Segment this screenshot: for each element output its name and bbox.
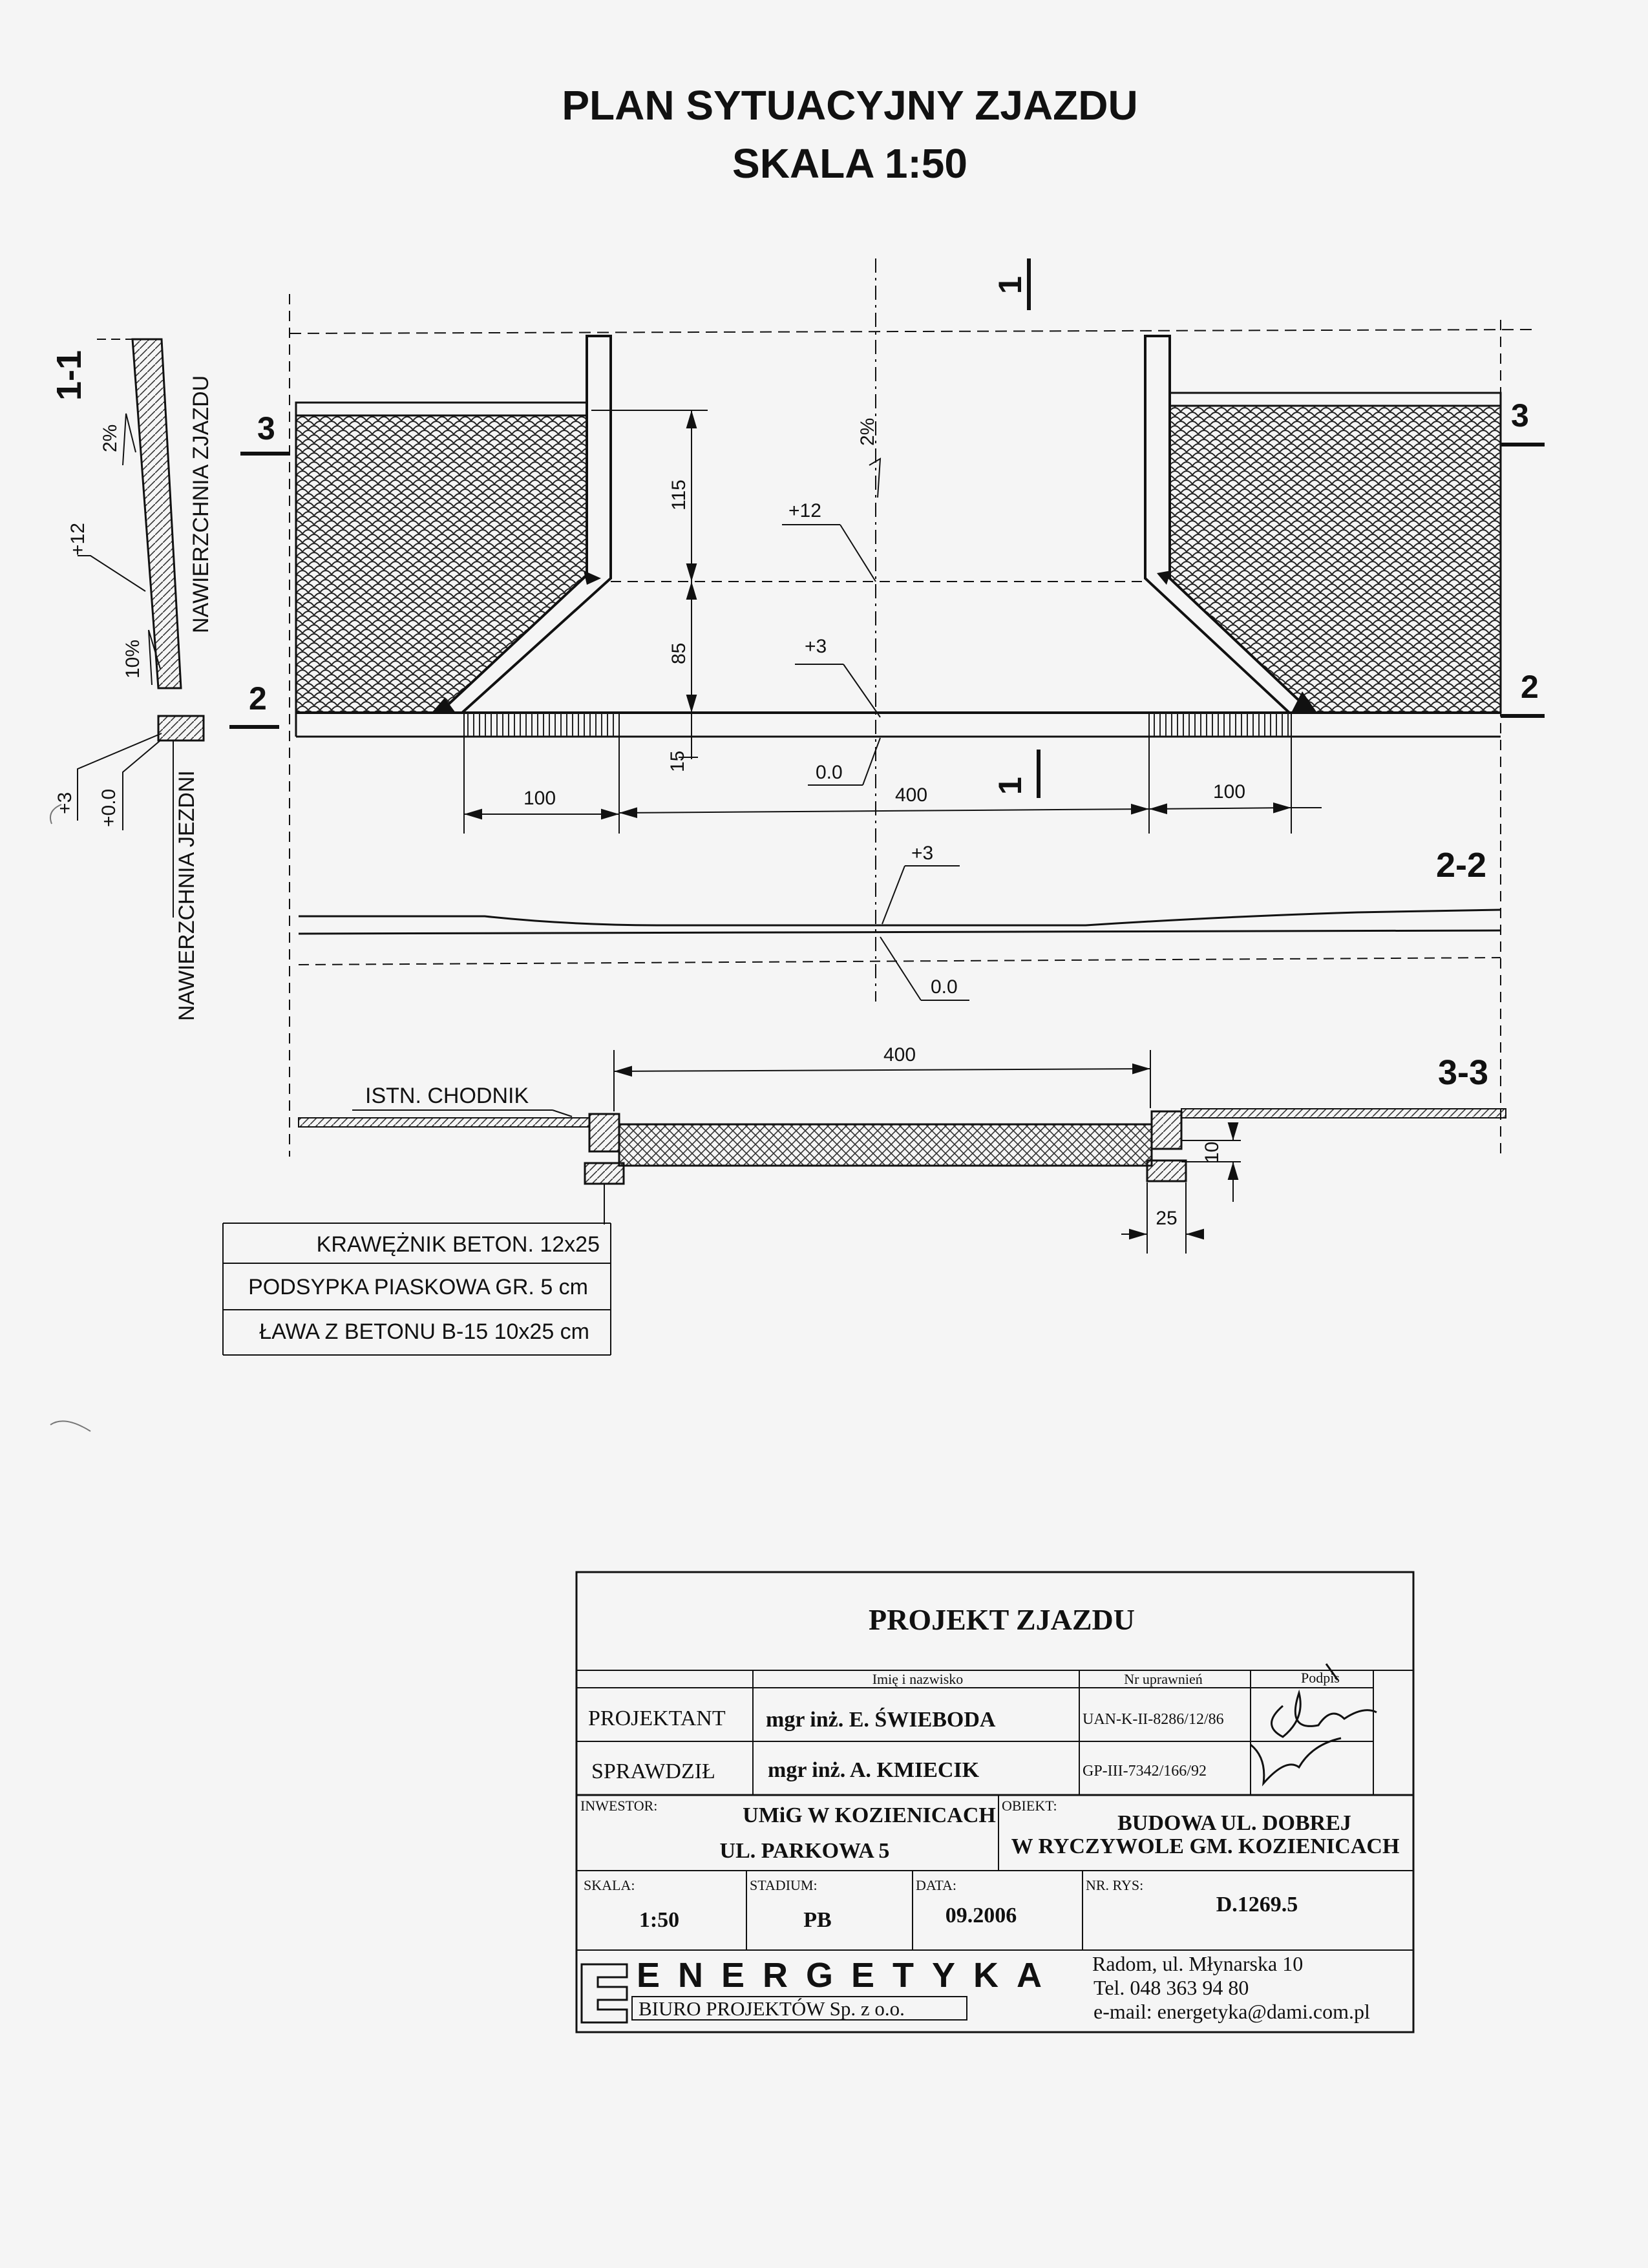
designer-role: PROJEKTANT	[588, 1706, 726, 1730]
title-block	[576, 1572, 1413, 2032]
dim-15: 15	[667, 750, 688, 772]
lowered-curb-right	[1149, 713, 1291, 737]
scale-value: 1:50	[639, 1908, 680, 1932]
level-0-label: 0.0	[816, 762, 843, 783]
drawing-no-value: D.1269.5	[1216, 1893, 1298, 1916]
date-label: DATA:	[916, 1877, 957, 1893]
section-2-2-level-3: +3	[911, 843, 934, 864]
col-sign-header: Podpis	[1301, 1670, 1340, 1686]
bench-left-section	[585, 1163, 624, 1184]
designer-license: UAN-K-II-8286/12/86	[1083, 1711, 1224, 1728]
dim-400: 400	[894, 784, 928, 806]
section-mark-3-left: 3	[257, 410, 275, 446]
dim-115: 115	[668, 479, 690, 510]
drive-slab-section	[619, 1124, 1152, 1166]
green-area-left	[296, 415, 587, 713]
plan-view	[229, 258, 1545, 1157]
checker-name: mgr inż. A. KMIECIK	[768, 1758, 980, 1782]
signature-designer	[1272, 1693, 1377, 1737]
bench-right-section	[1147, 1160, 1186, 1181]
section-1-1-label: 1-1	[50, 350, 89, 401]
company-address: Radom, ul. Młynarska 10	[1092, 1952, 1304, 1975]
curb-profile	[158, 716, 204, 740]
investor-line-2: UL. PARKOWA 5	[719, 1839, 890, 1863]
company-name: BIURO PROJEKTÓW Sp. z o.o.	[639, 1997, 905, 2020]
lowered-curb-left	[464, 713, 619, 737]
section-2-2-label: 2-2	[1436, 846, 1487, 885]
designer-name: mgr inż. E. ŚWIEBODA	[766, 1708, 996, 1732]
section-mark-1-top: 1	[992, 276, 1028, 294]
slope-bottom-label: 10%	[122, 639, 143, 678]
company-phone: Tel. 048 363 94 80	[1093, 1976, 1249, 1999]
stage-label: STADIUM:	[750, 1877, 818, 1893]
legend-item: KRAWĘŻNIK BETON. 12x25	[316, 1232, 600, 1257]
section-2-2	[299, 843, 1501, 1000]
drawing-no-label: NR. RYS:	[1086, 1877, 1144, 1893]
drawing-title: PLAN SYTUACYJNY ZJAZDU	[562, 82, 1138, 129]
punch-hole-mark	[50, 804, 90, 1431]
date-value: 09.2006	[945, 1904, 1017, 1927]
checker-license: GP-III-7342/166/92	[1083, 1763, 1207, 1780]
level-3-label: +3	[805, 636, 827, 657]
company-logo-text: ENERGETYKA	[637, 1956, 1061, 1995]
signature-checker	[1251, 1738, 1341, 1783]
existing-walk-label: ISTN. CHODNIK	[365, 1084, 529, 1108]
existing-walk-right	[1181, 1109, 1506, 1118]
object-line-1: BUDOWA UL. DOBREJ	[1117, 1811, 1351, 1835]
sidewalk-right	[1170, 393, 1501, 406]
scale-label: SKALA:	[584, 1877, 635, 1893]
investor-line-1: UMiG W KOZIENICACH	[743, 1803, 996, 1827]
stage-value: PB	[803, 1908, 832, 1932]
legend-item: PODSYPKA PIASKOWA GR. 5 cm	[248, 1275, 588, 1299]
section-mark-3-right: 3	[1511, 397, 1529, 434]
col-license-header: Nr uprawnień	[1124, 1671, 1203, 1687]
level-top-label: +12	[67, 523, 89, 556]
curb-right-section	[1152, 1111, 1181, 1149]
dim-100-left: 100	[523, 788, 556, 809]
section-mark-2-right: 2	[1521, 669, 1539, 705]
drawing-scale: SKALA 1:50	[732, 140, 967, 187]
plan-slope-label: 2%	[857, 417, 878, 446]
level-base-label: +0.0	[98, 788, 120, 827]
section-3-3-dim-10: 10	[1201, 1141, 1223, 1163]
investor-label: INWESTOR:	[580, 1798, 658, 1814]
surface-drive-label: NAWIERZCHNIA ZJAZDU	[189, 375, 213, 633]
surface-road-label: NAWIERZCHNIA JEZDNI	[174, 770, 199, 1021]
existing-walk-left	[299, 1118, 589, 1127]
level-mid-label: +3	[54, 792, 76, 814]
sidewalk-left	[296, 403, 587, 415]
object-label: OBIEKT:	[1002, 1798, 1057, 1814]
legend	[223, 1223, 611, 1355]
section-mark-2-left: 2	[249, 680, 267, 717]
section-3-3-dim-25: 25	[1156, 1208, 1178, 1229]
checker-role: SPRAWDZIŁ	[591, 1759, 715, 1783]
section-mark-1-bottom: 1	[992, 777, 1028, 795]
section-1-1	[50, 339, 213, 1021]
slope-top-label: 2%	[100, 424, 121, 452]
drive-slab-profile	[132, 339, 181, 688]
project-title: PROJEKT ZJAZDU	[869, 1603, 1135, 1636]
company-email: e-mail: energetyka@dami.com.pl	[1093, 2000, 1370, 2023]
col-name-header: Imię i nazwisko	[872, 1671, 964, 1687]
green-area-right	[1170, 406, 1501, 713]
company-logo	[582, 1956, 1060, 2022]
section-3-3-label: 3-3	[1438, 1053, 1489, 1092]
curb-left-section	[589, 1114, 619, 1151]
object-line-2: W RYCZYWOLE GM. KOZIENICACH	[1011, 1834, 1400, 1858]
legend-item: ŁAWA Z BETONU B-15 10x25 cm	[259, 1319, 589, 1344]
dim-85: 85	[668, 642, 690, 664]
section-2-2-level-0: 0.0	[931, 976, 958, 998]
level-12-label: +12	[788, 500, 821, 521]
section-3-3-dim-400: 400	[883, 1044, 916, 1066]
section-3-3	[299, 1044, 1506, 1254]
dim-100-right: 100	[1212, 781, 1246, 803]
